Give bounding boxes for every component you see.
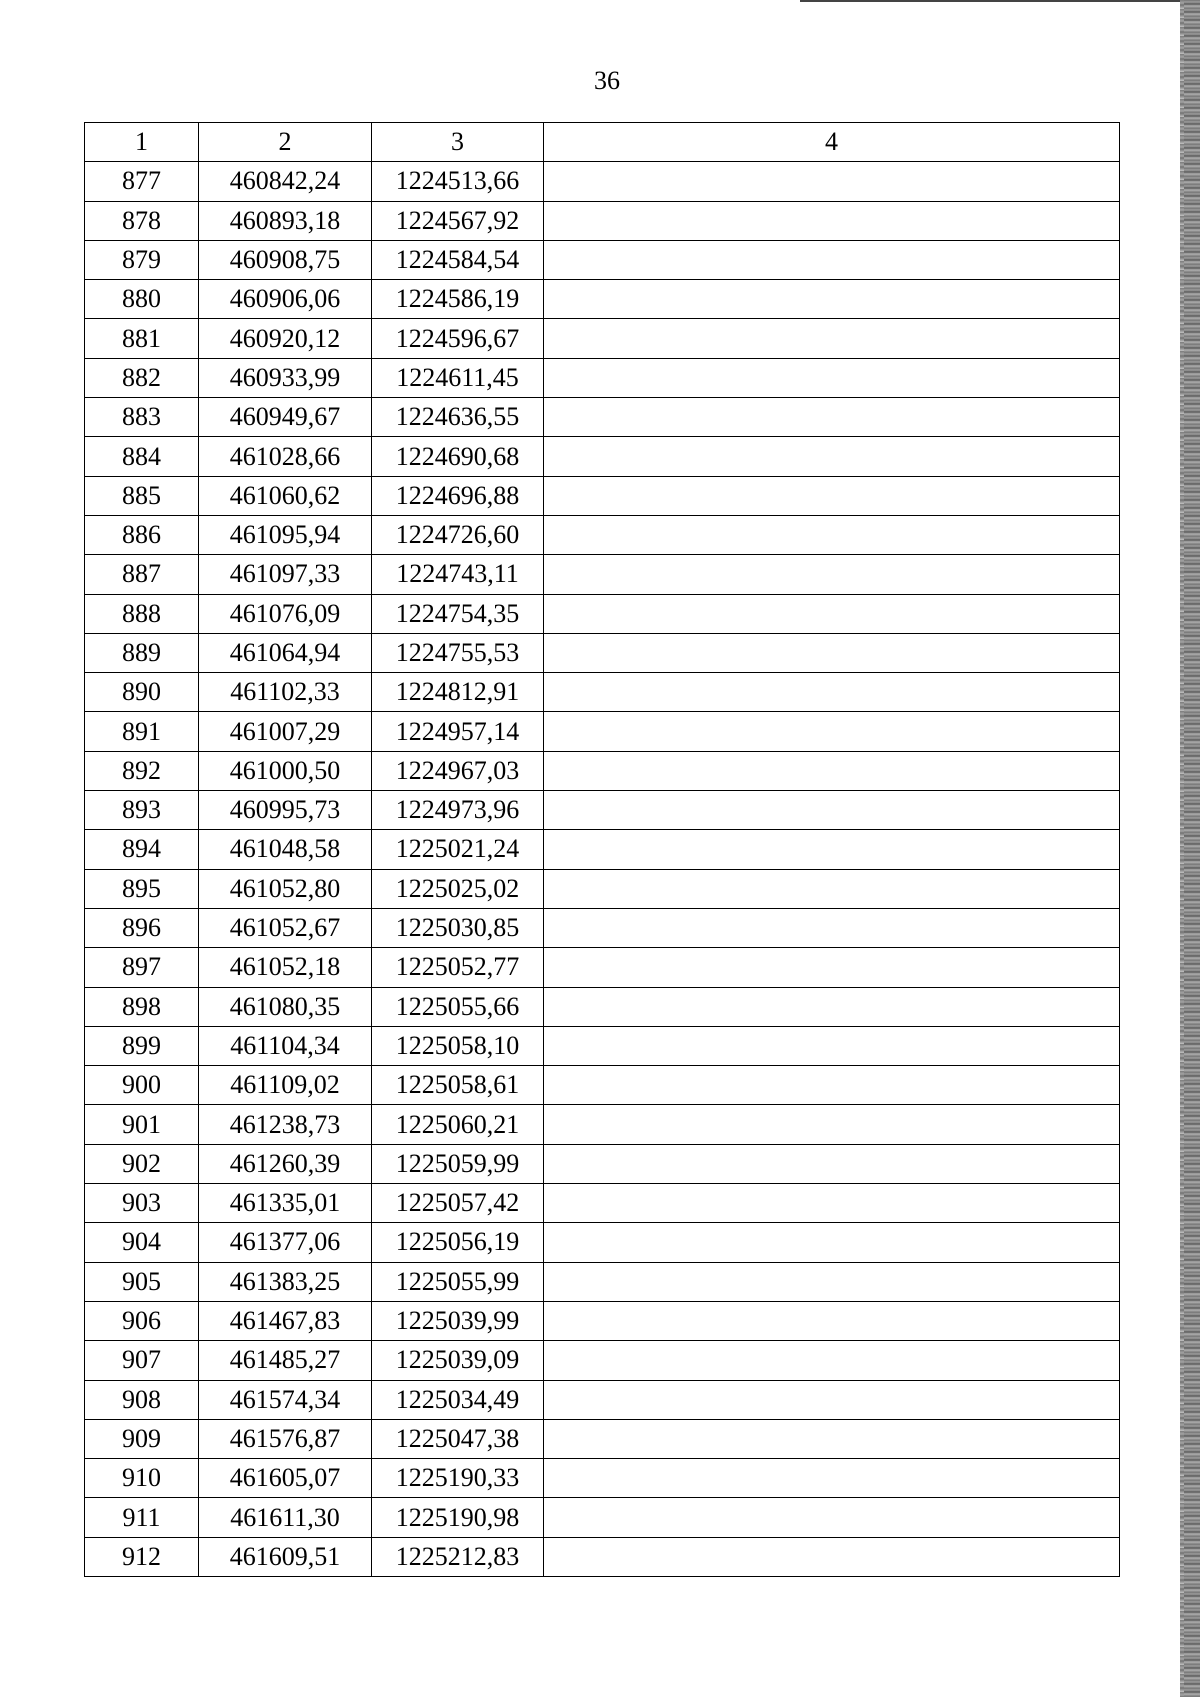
y-coordinate-cell: 1225212,83 bbox=[372, 1537, 544, 1576]
y-coordinate-cell: 1224636,55 bbox=[372, 398, 544, 437]
y-coordinate-cell: 1224586,19 bbox=[372, 280, 544, 319]
note-cell bbox=[544, 1105, 1120, 1144]
x-coordinate-cell: 460920,12 bbox=[199, 319, 372, 358]
point-number-cell: 886 bbox=[85, 515, 199, 554]
x-coordinate-cell: 461238,73 bbox=[199, 1105, 372, 1144]
y-coordinate-cell: 1224957,14 bbox=[372, 712, 544, 751]
point-number-cell: 903 bbox=[85, 1184, 199, 1223]
x-coordinate-cell: 461060,62 bbox=[199, 476, 372, 515]
point-number-cell: 898 bbox=[85, 987, 199, 1026]
y-coordinate-cell: 1225060,21 bbox=[372, 1105, 544, 1144]
note-cell bbox=[544, 358, 1120, 397]
y-coordinate-cell: 1225055,66 bbox=[372, 987, 544, 1026]
note-cell bbox=[544, 1537, 1120, 1576]
point-number-cell: 909 bbox=[85, 1419, 199, 1458]
note-cell bbox=[544, 594, 1120, 633]
note-cell bbox=[544, 1066, 1120, 1105]
table-row bbox=[85, 358, 1120, 397]
table-header-row bbox=[85, 123, 1120, 162]
point-number-cell: 887 bbox=[85, 555, 199, 594]
x-coordinate-cell: 461064,94 bbox=[199, 633, 372, 672]
y-coordinate-cell: 1225047,38 bbox=[372, 1419, 544, 1458]
table-row bbox=[85, 1105, 1120, 1144]
coordinates-table bbox=[84, 122, 1120, 1577]
point-number-cell: 904 bbox=[85, 1223, 199, 1262]
point-number-cell: 900 bbox=[85, 1066, 199, 1105]
table-row bbox=[85, 162, 1120, 201]
point-number-cell: 890 bbox=[85, 673, 199, 712]
note-cell bbox=[544, 515, 1120, 554]
x-coordinate-cell: 461007,29 bbox=[199, 712, 372, 751]
table-row bbox=[85, 1301, 1120, 1340]
y-coordinate-cell: 1224611,45 bbox=[372, 358, 544, 397]
point-number-cell: 899 bbox=[85, 1026, 199, 1065]
note-cell bbox=[544, 1498, 1120, 1537]
y-coordinate-cell: 1224967,03 bbox=[372, 751, 544, 790]
x-coordinate-cell: 460949,67 bbox=[199, 398, 372, 437]
x-coordinate-cell: 461605,07 bbox=[199, 1459, 372, 1498]
table-row bbox=[85, 1223, 1120, 1262]
point-number-cell: 894 bbox=[85, 830, 199, 869]
table-row bbox=[85, 1537, 1120, 1576]
note-cell bbox=[544, 712, 1120, 751]
point-number-cell: 908 bbox=[85, 1380, 199, 1419]
x-coordinate-cell: 460893,18 bbox=[199, 201, 372, 240]
x-coordinate-cell: 461335,01 bbox=[199, 1184, 372, 1223]
note-cell bbox=[544, 1301, 1120, 1340]
scan-top-rule bbox=[800, 0, 1180, 2]
y-coordinate-cell: 1224584,54 bbox=[372, 240, 544, 279]
table-row bbox=[85, 1066, 1120, 1105]
note-cell bbox=[544, 476, 1120, 515]
y-coordinate-cell: 1225025,02 bbox=[372, 869, 544, 908]
x-coordinate-cell: 461609,51 bbox=[199, 1537, 372, 1576]
note-cell bbox=[544, 633, 1120, 672]
note-cell bbox=[544, 1419, 1120, 1458]
table-row bbox=[85, 1419, 1120, 1458]
point-number-cell: 911 bbox=[85, 1498, 199, 1537]
x-coordinate-cell: 461260,39 bbox=[199, 1144, 372, 1183]
y-coordinate-cell: 1225190,33 bbox=[372, 1459, 544, 1498]
y-coordinate-cell: 1224513,66 bbox=[372, 162, 544, 201]
x-coordinate-cell: 461377,06 bbox=[199, 1223, 372, 1262]
x-coordinate-cell: 461048,58 bbox=[199, 830, 372, 869]
column-header: 3 bbox=[372, 123, 544, 162]
note-cell bbox=[544, 555, 1120, 594]
table-row bbox=[85, 555, 1120, 594]
note-cell bbox=[544, 280, 1120, 319]
table-row bbox=[85, 280, 1120, 319]
note-cell bbox=[544, 240, 1120, 279]
scan-edge-shadow bbox=[1184, 0, 1200, 1697]
table-row bbox=[85, 1026, 1120, 1065]
y-coordinate-cell: 1225058,10 bbox=[372, 1026, 544, 1065]
note-cell bbox=[544, 1341, 1120, 1380]
table-row bbox=[85, 908, 1120, 947]
note-cell bbox=[544, 1380, 1120, 1419]
x-coordinate-cell: 461000,50 bbox=[199, 751, 372, 790]
y-coordinate-cell: 1225190,98 bbox=[372, 1498, 544, 1537]
column-header: 2 bbox=[199, 123, 372, 162]
point-number-cell: 885 bbox=[85, 476, 199, 515]
table-row bbox=[85, 712, 1120, 751]
table-row bbox=[85, 1459, 1120, 1498]
point-number-cell: 912 bbox=[85, 1537, 199, 1576]
point-number-cell: 882 bbox=[85, 358, 199, 397]
y-coordinate-cell: 1225056,19 bbox=[372, 1223, 544, 1262]
y-coordinate-cell: 1225030,85 bbox=[372, 908, 544, 947]
note-cell bbox=[544, 791, 1120, 830]
note-cell bbox=[544, 1223, 1120, 1262]
y-coordinate-cell: 1225052,77 bbox=[372, 948, 544, 987]
table-row bbox=[85, 1262, 1120, 1301]
table-row bbox=[85, 515, 1120, 554]
table-row bbox=[85, 1341, 1120, 1380]
x-coordinate-cell: 461102,33 bbox=[199, 673, 372, 712]
y-coordinate-cell: 1224567,92 bbox=[372, 201, 544, 240]
x-coordinate-cell: 461095,94 bbox=[199, 515, 372, 554]
y-coordinate-cell: 1225057,42 bbox=[372, 1184, 544, 1223]
x-coordinate-cell: 461052,18 bbox=[199, 948, 372, 987]
note-cell bbox=[544, 319, 1120, 358]
x-coordinate-cell: 461383,25 bbox=[199, 1262, 372, 1301]
table-row bbox=[85, 751, 1120, 790]
point-number-cell: 892 bbox=[85, 751, 199, 790]
y-coordinate-cell: 1225059,99 bbox=[372, 1144, 544, 1183]
point-number-cell: 891 bbox=[85, 712, 199, 751]
note-cell bbox=[544, 1144, 1120, 1183]
x-coordinate-cell: 460933,99 bbox=[199, 358, 372, 397]
table-row bbox=[85, 398, 1120, 437]
point-number-cell: 877 bbox=[85, 162, 199, 201]
note-cell bbox=[544, 437, 1120, 476]
point-number-cell: 896 bbox=[85, 908, 199, 947]
note-cell bbox=[544, 830, 1120, 869]
column-header: 4 bbox=[544, 123, 1120, 162]
x-coordinate-cell: 461097,33 bbox=[199, 555, 372, 594]
point-number-cell: 901 bbox=[85, 1105, 199, 1144]
table-row bbox=[85, 633, 1120, 672]
x-coordinate-cell: 461104,34 bbox=[199, 1026, 372, 1065]
y-coordinate-cell: 1224690,68 bbox=[372, 437, 544, 476]
table-row bbox=[85, 830, 1120, 869]
y-coordinate-cell: 1224726,60 bbox=[372, 515, 544, 554]
x-coordinate-cell: 461052,67 bbox=[199, 908, 372, 947]
point-number-cell: 906 bbox=[85, 1301, 199, 1340]
y-coordinate-cell: 1224754,35 bbox=[372, 594, 544, 633]
table-row bbox=[85, 594, 1120, 633]
note-cell bbox=[544, 162, 1120, 201]
table-row bbox=[85, 1144, 1120, 1183]
note-cell bbox=[544, 1459, 1120, 1498]
y-coordinate-cell: 1224596,67 bbox=[372, 319, 544, 358]
column-header: 1 bbox=[85, 123, 199, 162]
table-row bbox=[85, 240, 1120, 279]
y-coordinate-cell: 1225021,24 bbox=[372, 830, 544, 869]
y-coordinate-cell: 1225058,61 bbox=[372, 1066, 544, 1105]
y-coordinate-cell: 1225055,99 bbox=[372, 1262, 544, 1301]
x-coordinate-cell: 460842,24 bbox=[199, 162, 372, 201]
note-cell bbox=[544, 201, 1120, 240]
point-number-cell: 910 bbox=[85, 1459, 199, 1498]
point-number-cell: 897 bbox=[85, 948, 199, 987]
note-cell bbox=[544, 1184, 1120, 1223]
table-row bbox=[85, 791, 1120, 830]
page-number: 36 bbox=[594, 66, 620, 95]
y-coordinate-cell: 1225039,09 bbox=[372, 1341, 544, 1380]
x-coordinate-cell: 461028,66 bbox=[199, 437, 372, 476]
table-row bbox=[85, 1184, 1120, 1223]
table-row bbox=[85, 673, 1120, 712]
point-number-cell: 905 bbox=[85, 1262, 199, 1301]
note-cell bbox=[544, 1026, 1120, 1065]
point-number-cell: 879 bbox=[85, 240, 199, 279]
table-body bbox=[85, 162, 1120, 1577]
point-number-cell: 889 bbox=[85, 633, 199, 672]
note-cell bbox=[544, 1262, 1120, 1301]
point-number-cell: 893 bbox=[85, 791, 199, 830]
note-cell bbox=[544, 948, 1120, 987]
note-cell bbox=[544, 987, 1120, 1026]
note-cell bbox=[544, 869, 1120, 908]
x-coordinate-cell: 461467,83 bbox=[199, 1301, 372, 1340]
point-number-cell: 895 bbox=[85, 869, 199, 908]
x-coordinate-cell: 460995,73 bbox=[199, 791, 372, 830]
x-coordinate-cell: 461052,80 bbox=[199, 869, 372, 908]
table-row bbox=[85, 437, 1120, 476]
y-coordinate-cell: 1224743,11 bbox=[372, 555, 544, 594]
point-number-cell: 880 bbox=[85, 280, 199, 319]
point-number-cell: 884 bbox=[85, 437, 199, 476]
x-coordinate-cell: 461574,34 bbox=[199, 1380, 372, 1419]
table-row bbox=[85, 987, 1120, 1026]
x-coordinate-cell: 460908,75 bbox=[199, 240, 372, 279]
point-number-cell: 902 bbox=[85, 1144, 199, 1183]
x-coordinate-cell: 461485,27 bbox=[199, 1341, 372, 1380]
x-coordinate-cell: 460906,06 bbox=[199, 280, 372, 319]
note-cell bbox=[544, 908, 1120, 947]
y-coordinate-cell: 1224812,91 bbox=[372, 673, 544, 712]
table-row bbox=[85, 948, 1120, 987]
y-coordinate-cell: 1224755,53 bbox=[372, 633, 544, 672]
point-number-cell: 883 bbox=[85, 398, 199, 437]
y-coordinate-cell: 1224973,96 bbox=[372, 791, 544, 830]
table-row bbox=[85, 201, 1120, 240]
point-number-cell: 907 bbox=[85, 1341, 199, 1380]
point-number-cell: 888 bbox=[85, 594, 199, 633]
x-coordinate-cell: 461611,30 bbox=[199, 1498, 372, 1537]
note-cell bbox=[544, 751, 1120, 790]
table-row bbox=[85, 869, 1120, 908]
table-row bbox=[85, 476, 1120, 515]
note-cell bbox=[544, 398, 1120, 437]
table-row bbox=[85, 1380, 1120, 1419]
x-coordinate-cell: 461080,35 bbox=[199, 987, 372, 1026]
y-coordinate-cell: 1225039,99 bbox=[372, 1301, 544, 1340]
point-number-cell: 878 bbox=[85, 201, 199, 240]
y-coordinate-cell: 1224696,88 bbox=[372, 476, 544, 515]
table-row bbox=[85, 319, 1120, 358]
x-coordinate-cell: 461076,09 bbox=[199, 594, 372, 633]
note-cell bbox=[544, 673, 1120, 712]
table-row bbox=[85, 1498, 1120, 1537]
x-coordinate-cell: 461109,02 bbox=[199, 1066, 372, 1105]
point-number-cell: 881 bbox=[85, 319, 199, 358]
x-coordinate-cell: 461576,87 bbox=[199, 1419, 372, 1458]
y-coordinate-cell: 1225034,49 bbox=[372, 1380, 544, 1419]
